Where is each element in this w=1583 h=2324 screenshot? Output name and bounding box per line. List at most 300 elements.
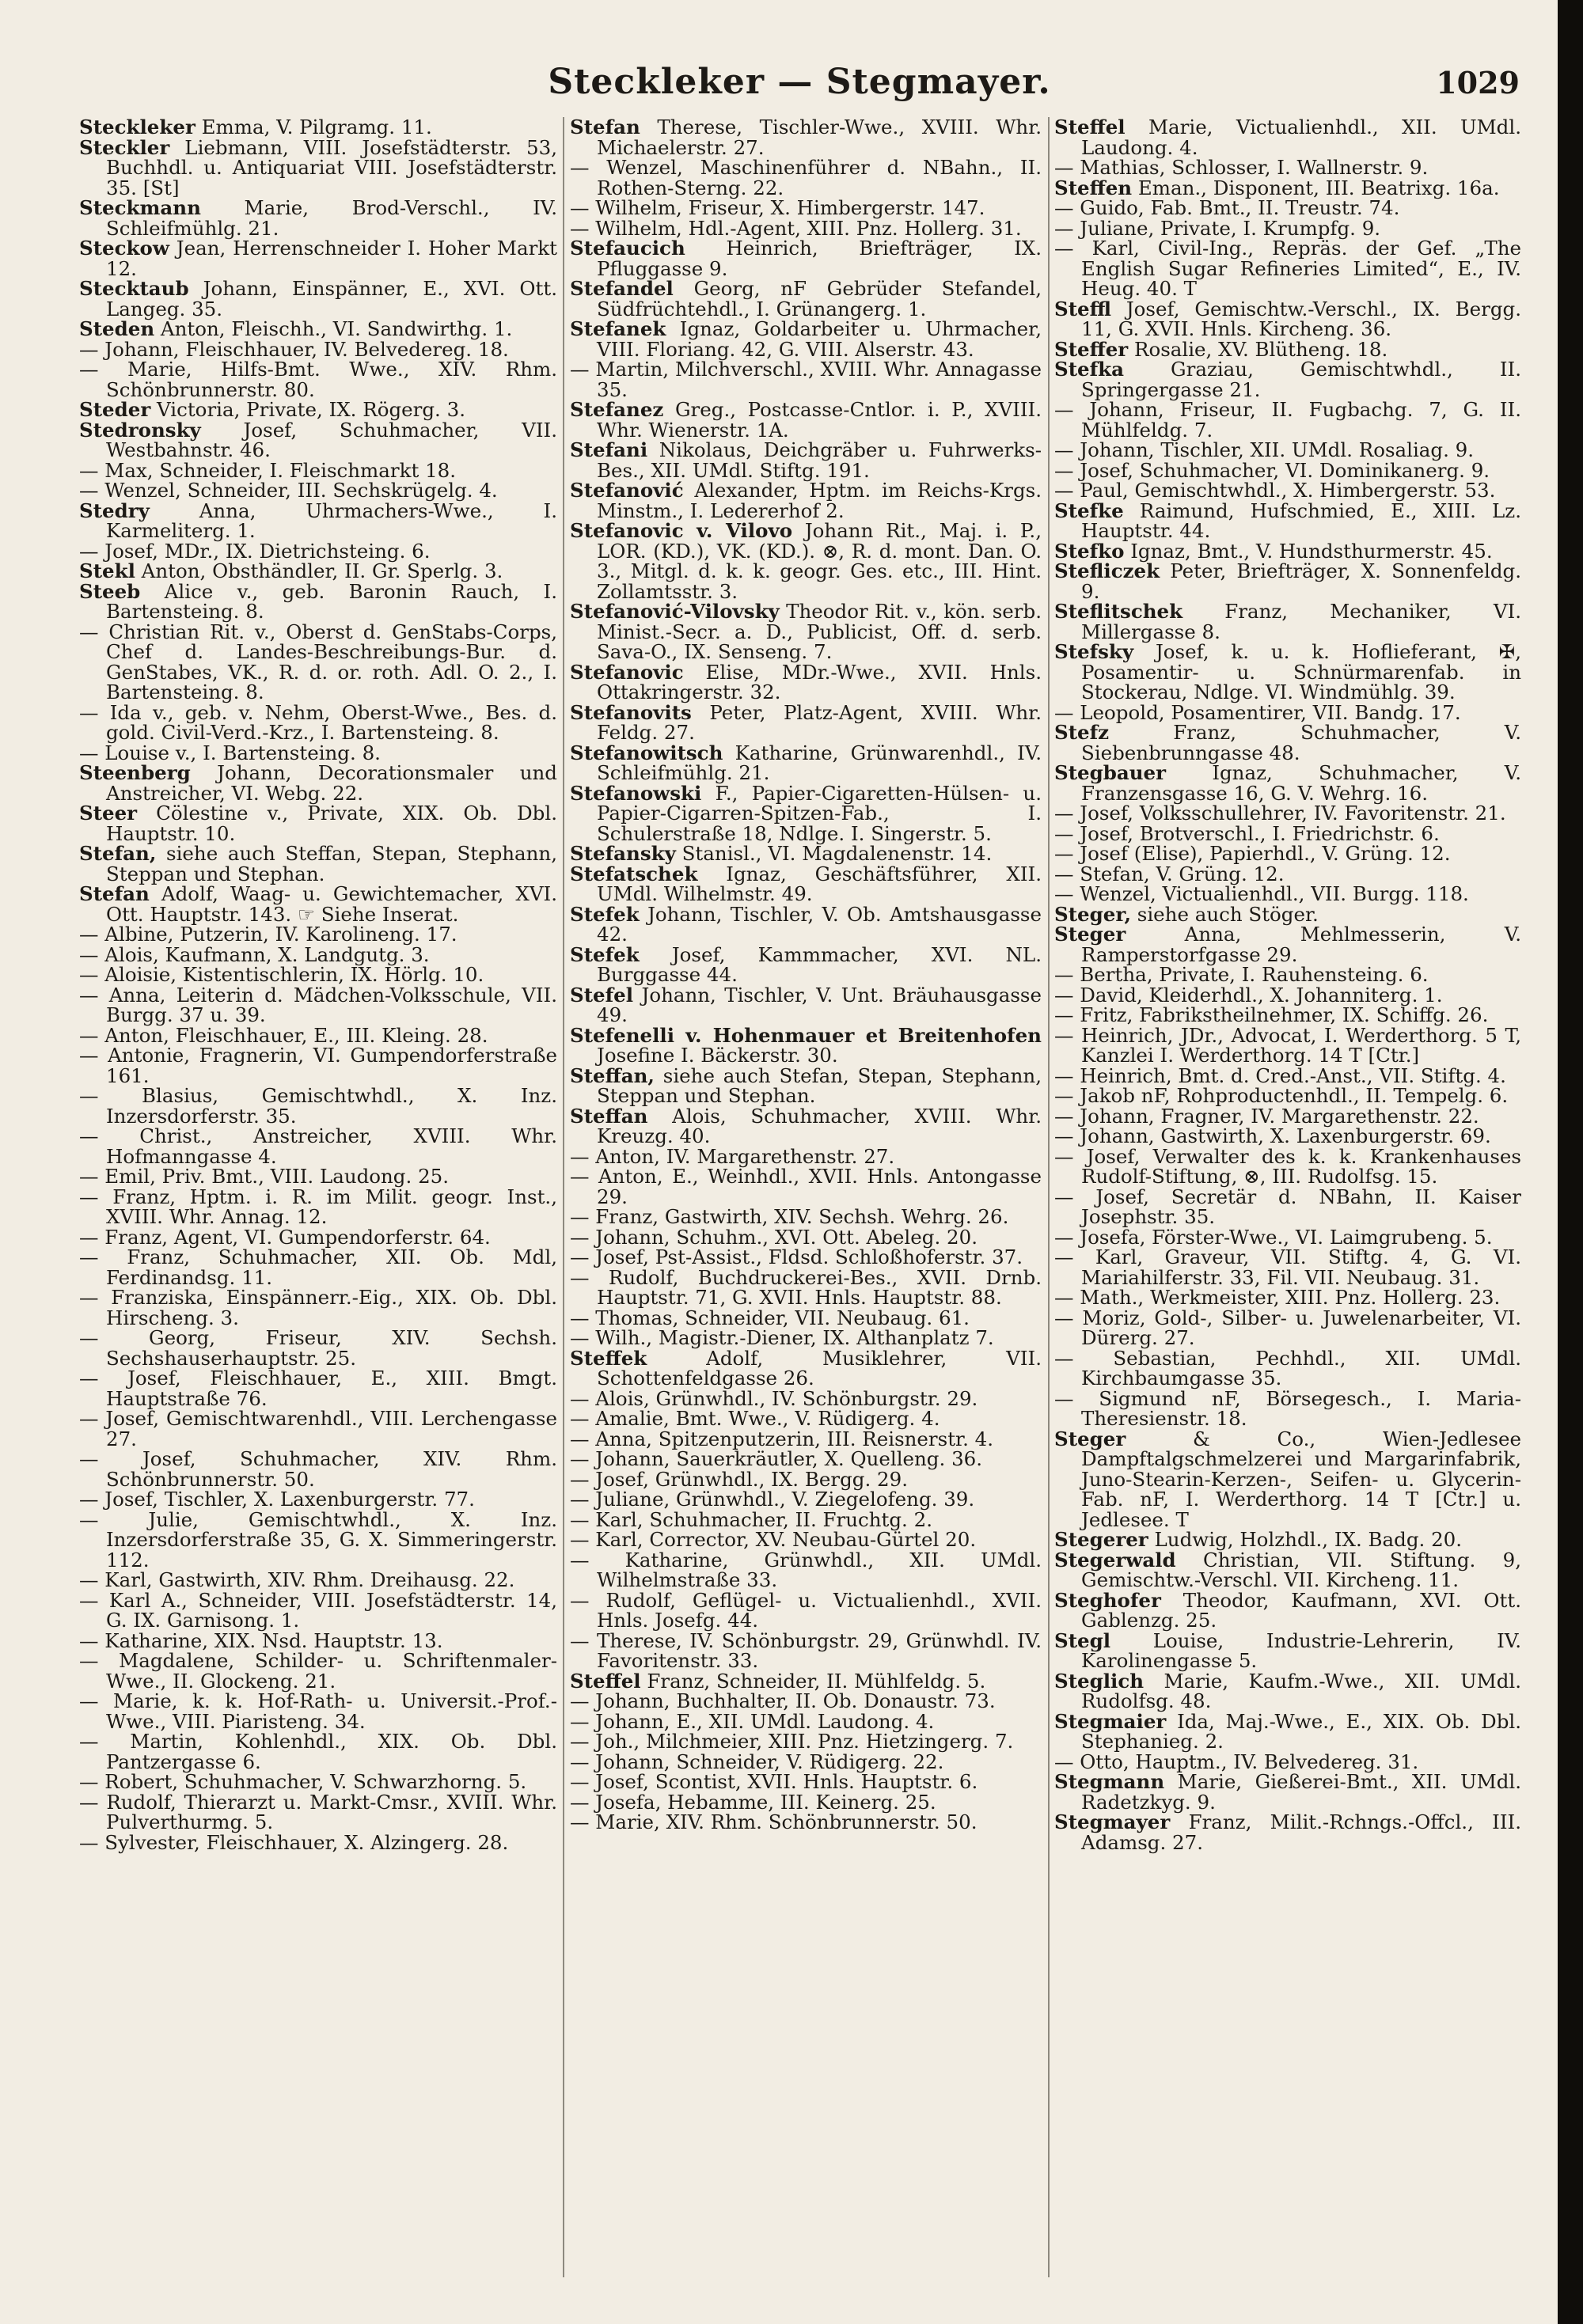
directory-entry <box>1054 1530 1521 1550</box>
entry-surname: Stefanović-Vilovsky <box>570 600 780 623</box>
directory-entry <box>79 1489 557 1510</box>
entry-details: Marie, Brod-Verschl., IV. Schleifmühlg. 21. <box>106 196 557 240</box>
directory-entry <box>79 1023 557 1047</box>
directory-entry <box>570 400 1042 440</box>
directory-entry <box>1054 440 1521 461</box>
running-head: Steckleker — Stegmayer. <box>548 62 1051 102</box>
entry-details: — Albine, Putzerin, IV. Karolineng. 17. <box>79 923 457 946</box>
entry-details: F., Papier-Cigaretten-Hülsen- u. Papier-Cigarren-Spitzen-Fab., I. Schulerstraße 18, Ndlge. I. Singerstr. 5. <box>597 781 1042 845</box>
entry-details: Theodor Rit. v., kön. serb. Minist.-Secr. a. D., Publicist, Off. d. serb. Sava-O., IX. Senseng. 7. <box>597 600 1042 663</box>
entry-details: — Georg, Friseur, XIV. Sechsh. Sechshauserhauptstr. 25. <box>79 1326 557 1370</box>
directory-entry <box>1054 1126 1521 1147</box>
entry-details: Alexander, Hptm. im Reichs-Krgs. Minstm., I. Ledererhof 2. <box>597 479 1042 522</box>
entry-surname: Steglich <box>1054 1669 1145 1693</box>
directory-entry <box>1054 561 1521 601</box>
directory-entry <box>79 117 557 138</box>
entry-details: Katharine, Grünwarenhdl., IV. Schleifmühlg. 21. <box>597 741 1042 784</box>
directory-entry <box>1054 1005 1521 1026</box>
entry-details: — Leopold, Posamentirer, VII. Bandg. 17. <box>1054 700 1461 724</box>
entry-surname: Stefan, <box>79 842 157 865</box>
entry-details: Liebmann, VIII. Josefstädterstr. 53, Buchhdl. u. Antiquariat VIII. Josefstädterstr. 35. [St] <box>106 135 557 199</box>
directory-entry <box>1054 400 1521 440</box>
directory-entry <box>79 279 557 319</box>
entry-details: — Josef, Secretär d. NBahn, II. Kaiser Josephstr. 35. <box>1054 1185 1521 1228</box>
directory-entry <box>570 1691 1042 1712</box>
entry-details: Emma, V. Pilgramg. 11. <box>195 117 432 138</box>
directory-entry <box>570 1731 1042 1752</box>
directory-entry <box>79 942 557 966</box>
directory-entry <box>1054 117 1521 157</box>
directory-entry <box>570 1429 1042 1450</box>
entry-details: Ignaz, Bmt., V. Hundsthurmerstr. 45. <box>1124 539 1493 563</box>
directory-entry <box>570 1772 1042 1792</box>
directory-entry <box>570 942 1042 986</box>
directory-entry <box>79 1731 557 1772</box>
directory-entry <box>570 1628 1042 1672</box>
directory-entry <box>1054 218 1521 239</box>
directory-entry <box>79 1126 557 1166</box>
entry-details: — Martin, Kohlenhdl., XIX. Ob. Dbl. Pantzergasse 6. <box>79 1730 557 1773</box>
entry-surname: Steckmann <box>79 196 201 219</box>
directory-entry <box>1054 1709 1521 1753</box>
entry-surname: Stefaucich <box>570 237 685 260</box>
column-right <box>1054 117 1521 2301</box>
directory-entry <box>570 1709 1042 1733</box>
directory-entry <box>1054 157 1521 178</box>
entry-details: — Math., Werkmeister, XIII. Pnz. Hollerg. 23. <box>1054 1286 1501 1309</box>
directory-entry <box>79 1086 557 1126</box>
entry-details: — Karl, Schuhmacher, II. Fruchtg. 2. <box>570 1507 932 1531</box>
directory-entry <box>79 1045 557 1086</box>
directory-entry <box>570 662 1042 703</box>
entry-details: Alois, Schuhmacher, XVIII. Whr. Kreuzg. 40. <box>597 1104 1042 1147</box>
directory-entry <box>570 1247 1042 1268</box>
entry-details: — Anna, Spitzenputzerin, III. Reisnerstr. 4. <box>570 1427 994 1450</box>
directory-entry <box>570 1328 1042 1348</box>
directory-entry <box>570 1590 1042 1631</box>
entry-details: — Johann, Fragner, IV. Margarethenstr. 22. <box>1054 1104 1479 1128</box>
directory-entry <box>1054 700 1521 724</box>
directory-entry <box>79 622 557 703</box>
entry-details: — Joh., Milchmeier, XIII. Pnz. Hietzingerg. 7. <box>570 1730 1014 1753</box>
entry-details: Ludwig, Holzhdl., IX. Badg. 20. <box>1148 1528 1463 1551</box>
entry-details: — Johann, Fleischhauer, IV. Belvedereg. 18. <box>79 337 509 361</box>
directory-entry <box>79 1691 557 1731</box>
entry-details: — Wenzel, Victualienhdl., VII. Burgg. 118. <box>1054 882 1469 905</box>
directory-entry <box>570 1265 1042 1309</box>
entry-surname: Stefan <box>570 117 640 138</box>
entry-surname: Stegmaier <box>1054 1709 1167 1733</box>
entry-details: — Rudolf, Geflügel- u. Victualienhdl., XVII. Hnls. Josefg. 44. <box>570 1588 1042 1632</box>
entry-surname: Stefanović <box>570 479 684 502</box>
directory-entry <box>79 1449 557 1489</box>
entry-details: — Ida v., geb. v. Nehm, Oberst-Wwe., Bes. d. gold. Civil-Verd.-Krz., I. Bartensteing. 8. <box>79 700 557 744</box>
entry-details: Josef, Kammmacher, XVI. NL. Burggasse 44. <box>597 942 1042 986</box>
entry-surname: Stefenelli v. Hohenmauer et Breitenhofen <box>570 1023 1042 1047</box>
directory-entry <box>1054 1752 1521 1772</box>
entry-details: — Josef, Volksschullehrer, IV. Favoritenstr. 21. <box>1054 802 1506 825</box>
directory-entry <box>79 480 557 501</box>
directory-entry <box>79 1651 557 1691</box>
entry-details: Christian, VII. Stiftung. 9, Gemischtw.-Verschl. VII. Kircheng. 11. <box>1081 1548 1521 1591</box>
entry-details: — Rudolf, Thierarzt u. Markt-Cmsr., XVIII. Whr. Pulverthurmg. 5. <box>79 1790 557 1833</box>
entry-surname: Stefek <box>570 942 640 966</box>
directory-entry <box>570 700 1042 744</box>
directory-entry <box>79 561 557 582</box>
entry-details: — Juliane, Grünwhdl., V. Ziegelofeng. 39. <box>570 1488 975 1511</box>
directory-entry <box>1054 238 1521 299</box>
directory-entry <box>79 700 557 744</box>
directory-entry <box>570 359 1042 400</box>
directory-entry <box>1054 198 1521 218</box>
directory-entry <box>1054 1671 1521 1712</box>
entry-details: — Franz, Schuhmacher, XII. Ob. Mdl, Ferdinandsg. 11. <box>79 1245 557 1289</box>
directory-entry <box>570 904 1042 945</box>
entry-details: Anna, Mehlmesserin, V. Ramperstorfgasse 29. <box>1081 923 1521 966</box>
directory-entry <box>1054 1063 1521 1087</box>
entry-details: — Josef, MDr., IX. Dietrichsteing. 6. <box>79 539 431 563</box>
entry-details: Eman., Disponent, III. Beatrixg. 16a. <box>1132 176 1500 199</box>
entry-surname: Steden <box>79 317 155 340</box>
entry-details: Raimund, Hufschmied, E., XIII. Lz. Hauptstr. 44. <box>1081 499 1521 542</box>
entry-details: — Josef, Schuhmacher, XIV. Rhm. Schönbrunnerstr. 50. <box>79 1447 557 1491</box>
column-middle <box>570 117 1042 2301</box>
directory-entry <box>570 1792 1042 1813</box>
entry-surname: Stedronsky <box>79 418 201 442</box>
directory-entry <box>1054 904 1521 925</box>
entry-details: Adolf, Waag- u. Gewichtemacher, XVI. Ott. Hauptstr. 143. ☞ Siehe Inserat. <box>106 882 557 926</box>
column-divider <box>563 117 564 2277</box>
entry-details: — Heinrich, Bmt. d. Cred.-Anst., VII. Stiftg. 4. <box>1054 1063 1506 1087</box>
entry-details: — Karl, Graveur, VII. Stiftg. 4, G. VI. Mariahilferstr. 33, Fil. VII. Neubaug. 31. <box>1054 1245 1521 1289</box>
directory-entry <box>1054 803 1521 824</box>
entry-surname: Steeb <box>79 579 141 603</box>
directory-entry <box>570 198 1042 218</box>
directory-entry <box>570 1469 1042 1490</box>
entry-surname: Stefandel <box>570 277 674 300</box>
entry-surname: Steffen <box>1054 176 1133 199</box>
entry-details: — Karl, Corrector, XV. Neubau-Gürtel 20. <box>570 1528 977 1551</box>
directory-entry <box>570 1023 1042 1067</box>
directory-entry <box>79 1187 557 1227</box>
directory-entry <box>1054 1106 1521 1127</box>
entry-surname: Stefanovic <box>570 660 684 684</box>
entry-details: Anton, Obsthändler, II. Gr. Sperlg. 3. <box>135 559 503 582</box>
directory-entry <box>79 400 557 420</box>
directory-entry <box>79 803 557 844</box>
directory-entry <box>570 1812 1042 1833</box>
entry-details: — Juliane, Private, I. Krumpfg. 9. <box>1054 216 1381 240</box>
entry-details: Franz, Schuhmacher, V. Siebenbrunngasse 48. <box>1081 721 1521 764</box>
directory-entry <box>570 1550 1042 1590</box>
entry-details: — Johann, Friseur, II. Fugbachg. 7, G. II. Mühlfeldg. 7. <box>1054 398 1521 442</box>
entry-details: Johann, Einspänner, E., XVI. Ott. Langeg. 35. <box>106 277 557 320</box>
entry-details: — Josefa, Hebamme, III. Keinerg. 25. <box>570 1790 936 1814</box>
entry-details: — Josef, Brotverschl., I. Friedrichstr. 6. <box>1054 821 1440 845</box>
directory-entry <box>1054 884 1521 904</box>
entry-details: Jean, Herrenschneider I. Hoher Markt 12. <box>106 237 557 280</box>
entry-details: Johann, Tischler, V. Ob. Amtshausgasse 42. <box>597 902 1042 946</box>
entry-surname: Stefsky <box>1054 640 1134 663</box>
entry-details: — Franz, Agent, VI. Gumpendorferstr. 64. <box>79 1225 491 1249</box>
directory-entry <box>1054 821 1521 845</box>
directory-entry <box>570 238 1042 279</box>
entry-details: — Moriz, Gold-, Silber- u. Juwelenarbeiter, VI. Dürerg. 27. <box>1054 1306 1521 1349</box>
entry-surname: Steger <box>1054 923 1126 946</box>
entry-surname: Steghofer <box>1054 1588 1161 1612</box>
directory-entry <box>1054 1590 1521 1631</box>
entry-details: — Marie, k. k. Hof-Rath- u. Universit.-Prof.-Wwe., VIII. Piaristeng. 34. <box>79 1689 557 1733</box>
directory-entry <box>79 1247 557 1287</box>
entry-surname: Steffel <box>1054 117 1126 138</box>
directory-entry <box>570 1348 1042 1389</box>
entry-details: — Josef, Fleischhauer, E., XIII. Bmgt. Hauptstraße 76. <box>79 1367 557 1410</box>
entry-details: — Therese, IV. Schönburgstr. 29, Grünwhdl. IV. Favoritenstr. 33. <box>570 1628 1042 1672</box>
entry-details: — Wenzel, Schneider, III. Sechskrügelg. 4. <box>79 479 498 502</box>
entry-details: Heinrich, Briefträger, IX. Pfluggasse 9. <box>597 237 1042 280</box>
entry-details: — Johann, Buchhalter, II. Ob. Donaustr. 73. <box>570 1689 996 1712</box>
entry-details: Johann, Tischler, V. Unt. Bräuhausgasse 49. <box>597 983 1042 1026</box>
directory-entry <box>570 1106 1042 1147</box>
entry-surname: Stecktaub <box>79 277 189 300</box>
entry-surname: Steder <box>79 398 151 421</box>
directory-entry <box>1054 1227 1521 1248</box>
directory-entry <box>1054 763 1521 803</box>
entry-details: — Karl, Civil-Ing., Repräs. der Gef. „The English Sugar Refineries Limited“, E., IV. Heug. 40. T <box>1054 237 1521 300</box>
directory-entry <box>1054 501 1521 541</box>
directory-entry <box>570 1671 1042 1692</box>
entry-surname: Stegerwald <box>1054 1548 1176 1571</box>
directory-entry <box>570 218 1042 239</box>
directory-entry <box>1054 642 1521 703</box>
entry-details: — Josef, Verwalter des k. k. Krankenhauses Rudolf-Stiftung, ⊗, III. Rudolfsg. 15. <box>1054 1144 1521 1188</box>
entry-details: — Otto, Hauptm., IV. Belvedereg. 31. <box>1054 1750 1419 1773</box>
directory-entry <box>79 1792 557 1833</box>
entry-surname: Stedry <box>79 499 150 522</box>
entry-details: — Johann, Schneider, V. Rüdigerg. 22. <box>570 1750 944 1773</box>
entry-details: — Marie, Hilfs-Bmt. Wwe., XIV. Rhm. Schönbrunnerstr. 80. <box>79 358 557 401</box>
directory-entry <box>570 1144 1042 1168</box>
directory-entry <box>79 985 557 1026</box>
entry-surname: Steffan <box>570 1104 648 1128</box>
entry-details: — Aloisie, Kistentischlerin, IX. Hörlg. 10. <box>79 963 484 986</box>
column-divider <box>1048 117 1050 2277</box>
entry-details: — Sigmund nF, Börsegesch., I. Maria-Theresienstr. 18. <box>1054 1386 1521 1430</box>
entry-details: — Franziska, Einspännerr.-Eig., XIX. Ob. Dbl. Hirscheng. 3. <box>79 1286 557 1329</box>
entry-surname: Stefke <box>1054 499 1124 522</box>
directory-entry <box>570 844 1042 864</box>
directory-entry <box>570 117 1042 157</box>
directory-entry <box>1054 1550 1521 1590</box>
entry-details: Josefine I. Bäckerstr. 30. <box>597 1044 838 1067</box>
entry-details: Anton, Fleischh., VI. Sandwirthg. 1. <box>154 317 513 340</box>
entry-details: — Blasius, Gemischtwhdl., X. Inz. Inzersdorferstr. 35. <box>79 1084 557 1128</box>
directory-entry <box>1054 1023 1521 1067</box>
entry-surname: Steffer <box>1054 337 1129 361</box>
entry-details: Theodor, Kaufmann, XVI. Ott. Gablenzg. 25. <box>1081 1588 1521 1632</box>
directory-entry <box>570 743 1042 783</box>
entry-surname: Stefanowski <box>570 781 702 805</box>
directory-entry <box>79 579 557 623</box>
directory-entry <box>570 1449 1042 1469</box>
directory-entry <box>79 1570 557 1590</box>
directory-entry <box>570 1063 1042 1107</box>
entry-details: — Johann, Gastwirth, X. Laxenburgerstr. 69. <box>1054 1124 1491 1147</box>
entry-details: — Antonie, Fragnerin, VI. Gumpendorferstraße 161. <box>79 1044 557 1087</box>
entry-surname: Stefanovits <box>570 700 692 724</box>
entry-details: — Alois, Grünwhdl., IV. Schönburgstr. 29. <box>570 1386 978 1410</box>
entry-details: — Sylvester, Fleischhauer, X. Alzingerg. 28. <box>79 1830 509 1854</box>
directory-entry <box>79 339 557 360</box>
directory-entry <box>79 198 557 238</box>
directory-entry <box>79 1287 557 1328</box>
directory-entry <box>570 480 1042 521</box>
entry-details: Graziau, Gemischtwhdl., II. Springergasse 21. <box>1081 358 1521 401</box>
entry-details: Peter, Platz-Agent, XVIII. Whr. Feldg. 27. <box>597 700 1042 744</box>
entry-details: — Wilh., Magistr.-Diener, IX. Althanplatz 7. <box>570 1326 994 1349</box>
entry-details: Johann, Decorationsmaler und Anstreicher, VI. Webg. 22. <box>106 761 557 805</box>
entry-surname: Stegmayer <box>1054 1810 1171 1833</box>
entry-details: Josef, Schuhmacher, VII. Westbahnstr. 46. <box>106 418 557 461</box>
entry-surname: Stegerer <box>1054 1528 1148 1551</box>
entry-details: Ignaz, Goldarbeiter u. Uhrmacher, VIII. Floriang. 42, G. VIII. Alserstr. 43. <box>597 317 1042 361</box>
entry-surname: Stefko <box>1054 539 1125 563</box>
entry-details: — Josef, Scontist, XVII. Hnls. Hauptstr. 6. <box>570 1770 978 1793</box>
entry-details: — Robert, Schuhmacher, V. Schwarzhorng. 5. <box>79 1770 527 1793</box>
directory-entry <box>1054 1144 1521 1188</box>
directory-entry <box>79 319 557 339</box>
entry-details: Alice v., geb. Baronin Rauch, I. Bartensteing. 8. <box>106 579 557 623</box>
entry-details: Ida, Maj.-Wwe., E., XIX. Ob. Dbl. Stephanieg. 2. <box>1081 1709 1521 1753</box>
entry-details: — Karl A., Schneider, VIII. Josefstädterstr. 14, G. IX. Garnisong. 1. <box>79 1588 557 1632</box>
directory-entry <box>1054 541 1521 562</box>
entry-details: — Thomas, Schneider, VII. Neubaug. 61. <box>570 1306 970 1329</box>
directory-entry <box>79 763 557 803</box>
entry-details: — Christian Rit. v., Oberst d. GenStabs-Corps, Chef d. Landes-Beschreibungs-Bur. d. GenStabes, VK., R. d. or. roth. Adl. O. 2., I. Bartensteing. 8. <box>79 620 557 703</box>
entry-details: — Rudolf, Buchdruckerei-Bes., XVII. Drnb. Hauptstr. 71, G. XVII. Hnls. Hauptstr. 88. <box>570 1265 1042 1309</box>
directory-entry <box>79 458 557 482</box>
page-number: 1029 <box>1436 65 1520 100</box>
entry-details: Franz, Milit.-Rchngs.-Offcl., III. Adamsg. 27. <box>1081 1810 1521 1854</box>
entry-surname: Stefanowitsch <box>570 741 723 764</box>
entry-details: — Wilhelm, Hdl.-Agent, XIII. Pnz. Hollerg. 31. <box>570 216 1022 240</box>
entry-details: — Anna, Leiterin d. Mädchen-Volksschule, VII. Burgg. 37 u. 39. <box>79 983 557 1026</box>
entry-details: Peter, Briefträger, X. Sonnenfeldg. 9. <box>1081 559 1521 603</box>
directory-entry <box>1054 1628 1521 1672</box>
entry-details: Franz, Mechaniker, VI. Millergasse 8. <box>1081 600 1521 643</box>
entry-details: — Marie, XIV. Rhm. Schönbrunnerstr. 50. <box>570 1810 978 1833</box>
entry-details: — Heinrich, JDr., Advocat, I. Werderthorg. 5 T, Kanzlei I. Werderthorg. 14 T [Ctr.] <box>1054 1023 1521 1067</box>
entry-details: — Franz, Hptm. i. R. im Milit. geogr. Inst., XVIII. Whr. Annag. 12. <box>79 1185 557 1228</box>
entry-details: — Karl, Gastwirth, XIV. Rhm. Dreihausg. 22. <box>79 1568 515 1591</box>
entry-details: — Emil, Priv. Bmt., VIII. Laudong. 25. <box>79 1165 450 1188</box>
directory-entry <box>79 1166 557 1187</box>
directory-entry <box>79 924 557 945</box>
directory-entry <box>1054 339 1521 360</box>
entry-details: Stanisl., VI. Magdalenenstr. 14. <box>675 842 993 865</box>
directory-entry <box>570 440 1042 480</box>
entry-details: — Amalie, Bmt. Wwe., V. Rüdigerg. 4. <box>570 1407 940 1430</box>
entry-details: Cölestine v., Private, XIX. Ob. Dbl. Hauptstr. 10. <box>106 802 557 845</box>
entry-surname: Steckow <box>79 237 169 260</box>
entry-details: — Bertha, Private, I. Rauhensteing. 6. <box>1054 963 1429 986</box>
directory-entry <box>570 783 1042 844</box>
directory-entry <box>1054 1772 1521 1812</box>
entry-details: — Anton, IV. Margarethenstr. 27. <box>570 1144 895 1168</box>
entry-surname: Stefel <box>570 983 634 1007</box>
directory-entry <box>79 1408 557 1449</box>
entry-details: Anna, Uhrmachers-Wwe., I. Karmeliterg. 1. <box>106 499 557 542</box>
directory-entry <box>1054 178 1521 199</box>
entry-details: — Josef (Elise), Papierhdl., V. Grüng. 12. <box>1054 842 1451 865</box>
entry-surname: Steger <box>1054 1427 1126 1450</box>
page-header <box>79 62 1520 117</box>
directory-entry <box>79 884 557 924</box>
directory-entry <box>570 279 1042 319</box>
entry-surname: Stefliczek <box>1054 559 1160 582</box>
entry-surname: Steenberg <box>79 761 191 784</box>
entry-details: — Sebastian, Pechhdl., XII. UMdl. Kirchbaumgasse 35. <box>1054 1346 1521 1389</box>
entry-surname: Stefanovic v. Vilovo <box>570 519 793 542</box>
directory-entry <box>79 743 557 764</box>
entry-details: — Alois, Kaufmann, X. Landgutg. 3. <box>79 942 430 966</box>
directory-entry <box>570 1507 1042 1531</box>
entry-details: — Max, Schneider, I. Fleischmarkt 18. <box>79 458 457 482</box>
entry-details: Marie, Kaufm.-Wwe., XII. UMdl. Rudolfsg. 48. <box>1081 1669 1521 1712</box>
entry-surname: Steckleker <box>79 117 196 138</box>
entry-details: — Johann, Tischler, XII. UMdl. Rosaliag. 9. <box>1054 438 1475 461</box>
directory-entry <box>79 359 557 400</box>
entry-details: — Wilhelm, Friseur, X. Himbergerstr. 147. <box>570 196 985 219</box>
entry-surname: Steffl <box>1054 297 1111 320</box>
directory-entry <box>79 420 557 461</box>
entry-surname: Stefani <box>570 438 648 461</box>
entry-details: — Josef, Gemischtwarenhdl., VIII. Lerchengasse 27. <box>79 1407 557 1450</box>
directory-entry <box>570 864 1042 904</box>
entry-details: — David, Kleiderhdl., X. Johanniterg. 1. <box>1054 983 1443 1007</box>
entry-details: Rosalie, XV. Blütheng. 18. <box>1128 337 1388 361</box>
entry-details: & Co., Wien-Jedlesee Dampftalgschmelzerei und Margarinfabrik, Juno-Stearin-Kerzen-, Seifen- u. Glycerin-Fab. nF, I. Werderthorg. 14 T [Ctr.] u. Jedlesee. T <box>1081 1427 1521 1531</box>
directory-entry <box>79 1772 557 1792</box>
directory-entry <box>570 1408 1042 1429</box>
entry-details: — Magdalene, Schilder- u. Schriftenmaler-Wwe., II. Glockeng. 21. <box>79 1649 557 1693</box>
directory-entry <box>570 319 1042 359</box>
directory-entry <box>1054 844 1521 864</box>
entry-details: Therese, Tischler-Wwe., XVIII. Whr. Michaelerstr. 27. <box>597 117 1042 159</box>
directory-entry <box>79 1507 557 1571</box>
entry-surname: Stefansky <box>570 842 676 865</box>
entry-surname: Stekl <box>79 559 135 582</box>
entry-details: — Martin, Milchverschl., XVIII. Whr. Annagasse 35. <box>570 358 1042 401</box>
entry-surname: Stegmann <box>1054 1770 1165 1793</box>
directory-entry <box>1054 1187 1521 1227</box>
entry-details: Johann Rit., Maj. i. P., LOR. (KD.), VK. (KD.). ⊗, R. d. mont. Dan. O. 3., Mitgl. d. k. k. geogr. Ges. etc., III. Hint. Zollamtsstr. 3. <box>597 519 1042 603</box>
entry-details: Victoria, Private, IX. Rögerg. 3. <box>150 398 465 421</box>
entry-details: siehe auch Steffan, Stepan, Stephann, Steppan und Stephan. <box>106 842 557 885</box>
entry-details: Greg., Postcasse-Cntlor. i. P., XVIII. Whr. Wienerstr. 1A. <box>597 398 1042 442</box>
entry-surname: Steffek <box>570 1346 647 1370</box>
directory-entry <box>570 985 1042 1026</box>
directory-entry <box>79 238 557 279</box>
entry-surname: Steer <box>79 802 138 825</box>
entry-surname: Stefanez <box>570 398 664 421</box>
entry-details: — Johann, E., XII. UMdl. Laudong. 4. <box>570 1709 935 1733</box>
directory-entry <box>1054 1429 1521 1530</box>
entry-surname: Stefka <box>1054 358 1124 381</box>
entry-details: — Josef, Schuhmacher, VI. Dominikanerg. 9. <box>1054 458 1490 482</box>
directory-entry <box>570 1227 1042 1248</box>
directory-entry <box>79 135 557 199</box>
